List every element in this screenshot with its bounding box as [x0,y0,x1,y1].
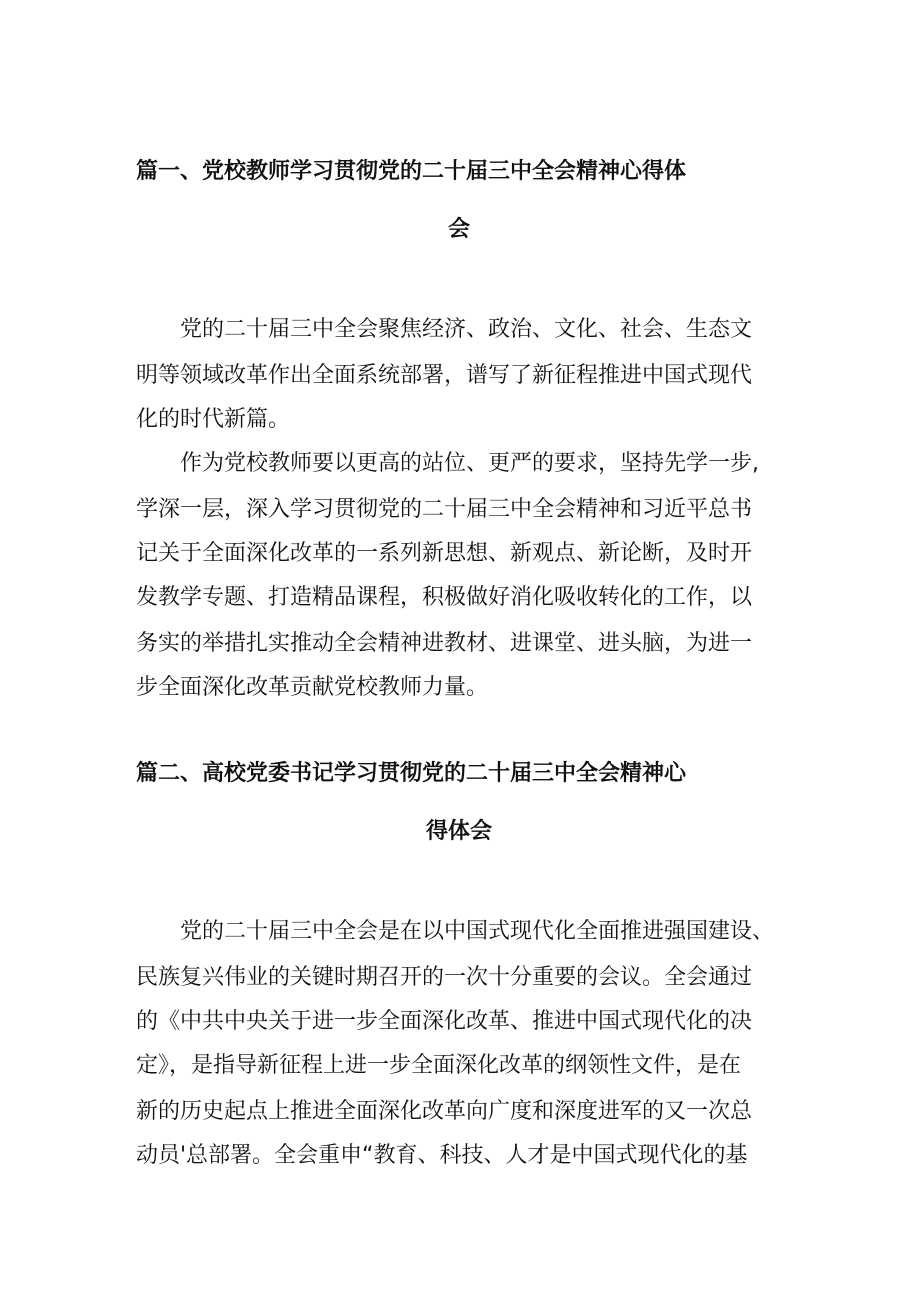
section2-p1-line3: 的《中共中央关于进一步全面深化改革、推进中国式现代化的决 [136,1009,753,1034]
section2-p1-line5: 新的历史起点上推进全面深化改革向广度和深度进军的又一次总 [136,1099,753,1124]
section1-p2-line4: 发教学专题、打造精品课程，积极做好消化吸收转化的工作，以 [136,585,753,610]
section1-title-line2: 会 [448,217,471,242]
section1-p2-line5: 务实的举措扎实推动全会精神进教材、进课堂、进头脑，为进一 [136,631,753,656]
section1-p1-line2: 明等领域改革作出全面系统部署，谱写了新征程推进中国式现代 [136,363,753,388]
section1-p2-line3: 记关于全面深化改革的一系列新思想、新观点、新论断，及时开 [136,541,753,566]
section2-p1-line6: 动员'总部署。全会重申“教育、科技、人才是中国式现代化的基 [136,1143,748,1168]
section1-p1-line3: 化的时代新篇。 [136,407,291,432]
section1-p1-line1: 党的二十届三中全会聚焦经济、政治、文化、社会、生态文 [180,317,753,342]
section2-p1-line2: 民族复兴伟业的关键时期召开的一次十分重要的会议。全会通过 [136,965,753,990]
section1-p2-line6: 步全面深化改革贡献党校教师力量。 [136,675,489,700]
section2-title-line2: 得体会 [426,819,493,844]
section2-p1-line1: 党的二十届三中全会是在以中国式现代化全面推进强国建设、 [180,919,775,944]
section1-p2-line1: 作为党校教师要以更高的站位、更严的要求，坚持先学一步, [180,451,759,476]
section1-title-line1: 篇一、党校教师学习贯彻党的二十届三中全会精神心得体 [136,159,687,184]
section1-p2-line2: 学深一层，深入学习贯彻党的二十届三中全会精神和习近平总书 [136,497,753,522]
section2-p1-line4: 定》，是指导新征程上进一步全面深化改革的纲领性文件，是在 [136,1053,742,1078]
section2-title-line1: 篇二、高校党委书记学习贯彻党的二十届三中全会精神心 [136,761,687,786]
